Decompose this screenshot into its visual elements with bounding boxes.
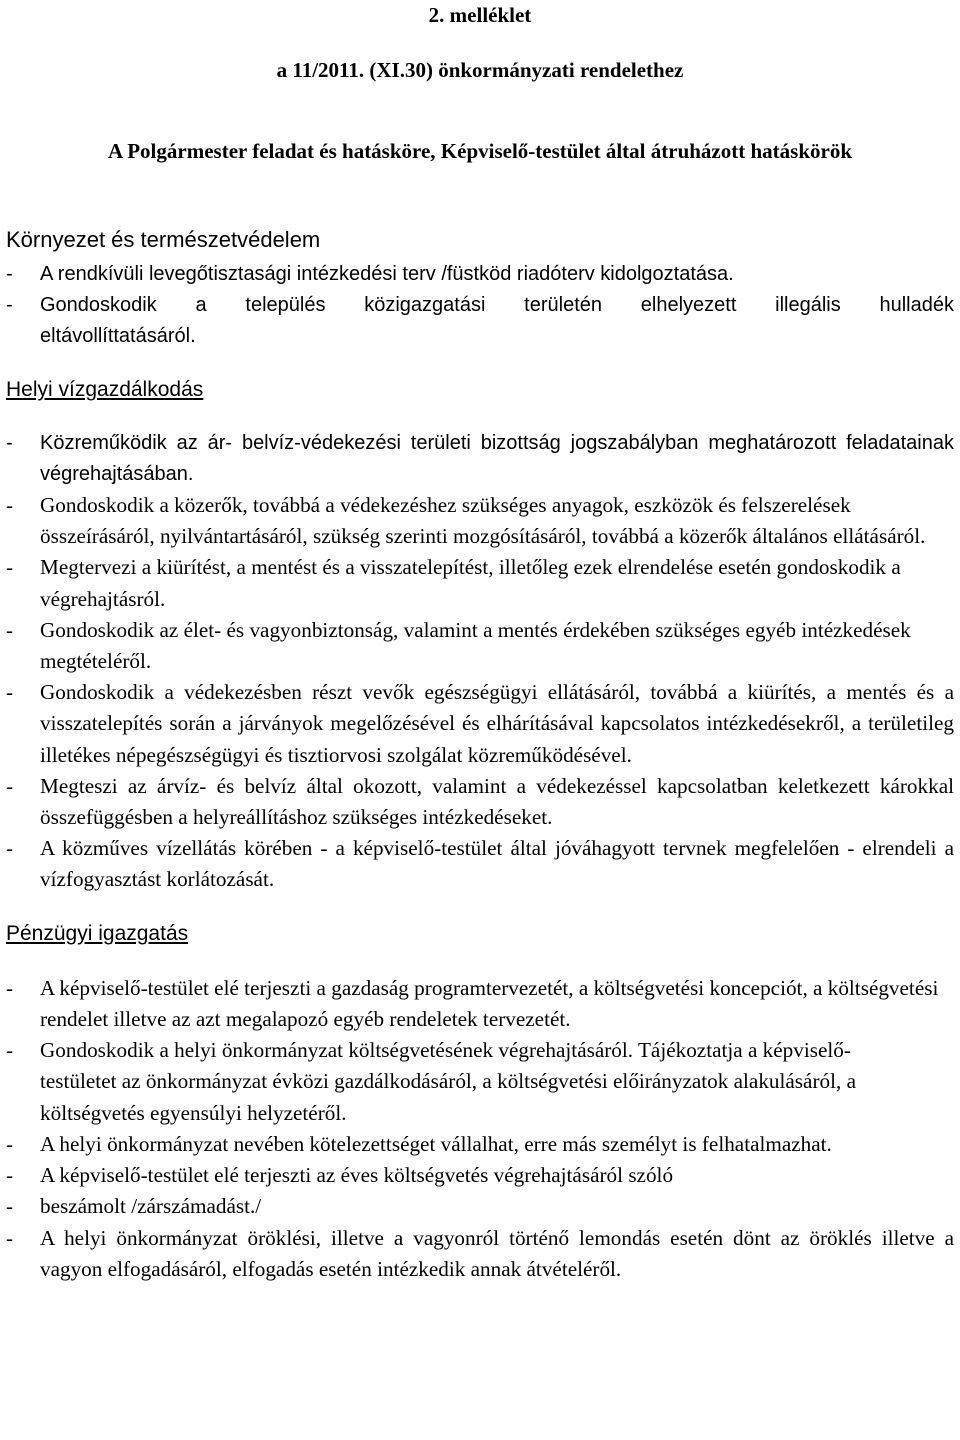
- list-item: [6, 1223, 954, 1285]
- list-item-text: A helyi önkormányzat nevében kötelezettséget vállalhat, erre más személyt is felhatalmazhat.: [40, 1131, 832, 1156]
- document-title: A Polgármester feladat és hatásköre, Képviselő-testület által átruházott hatáskörök: [107, 139, 853, 164]
- list-item: [6, 1191, 954, 1222]
- section-title-water-management: Helyi vízgazdálkodás: [6, 378, 204, 402]
- dash-bullet: -: [6, 836, 14, 861]
- list-item: [6, 1129, 954, 1160]
- list-item-text: A közműves vízellátás körében - a képviselő-testület által jóváhagyott tervnek megfelelően - elrendeli a vízfogyasztást korlátozását.: [40, 836, 954, 892]
- list-item-text: Gondoskodik az élet- és vagyonbiztonság, valamint a mentés érdekében szükséges egyéb intézkedések megtételéről.: [40, 617, 911, 674]
- dash-bullet: -: [6, 1131, 14, 1156]
- list-item-text: Gondoskodik a védekezésben részt vevők egészségügyi ellátásáról, továbbá a kiürítés, a mentés és a visszatelepítés során a járványok megelőzésével és elhárításával kapcsolatos intézkedésekről, a területileg illetékes népegészségügyi és tisztiorvosi szolgálat közreműködésével.: [40, 680, 954, 767]
- dash-bullet: -: [6, 773, 14, 798]
- list-item: [6, 490, 954, 552]
- dash-bullet: -: [6, 975, 14, 1000]
- list-item-text: Megtervezi a kiürítést, a mentést és a visszatelepítést, illetőleg ezek elrendelése esetén gondoskodik a végrehajtásról.: [40, 555, 901, 611]
- list-item-text: A helyi önkormányzat öröklési, illetve a vagyonról történő lemondás esetén dönt az öröklés illetve a vagyon elfogadásáról, elfogadás esetén intézkedik annak átvételéről.: [40, 1225, 954, 1281]
- list-item: [6, 428, 954, 490]
- list-item-text: Gondoskodik a település közigazgatási területén elhelyezett illegális hulladék eltávollíttatásáról.: [40, 294, 954, 348]
- dash-bullet: -: [6, 431, 13, 454]
- dash-bullet: -: [6, 1038, 14, 1063]
- dash-bullet: -: [6, 294, 13, 317]
- finance-list: [6, 973, 954, 1285]
- environment-list: [6, 259, 954, 353]
- water-management-list-cont: [6, 490, 954, 896]
- dash-bullet: -: [6, 680, 14, 705]
- list-item: [6, 259, 954, 290]
- list-item-text: Megteszi az árvíz- és belvíz által okozott, valamint a védekezéssel kapcsolatban keletkezett károkkal összefüggésben a helyreállításhoz szükséges intézkedéseket.: [40, 773, 954, 830]
- list-item: [6, 677, 954, 771]
- list-item: [6, 615, 954, 677]
- regulation-reference: a 11/2011. (XI.30) önkormányzati rendelethez: [276, 58, 684, 83]
- dash-bullet: -: [6, 493, 14, 518]
- list-item-text: Közreműködik az ár- belvíz-védekezési területi bizottság jogszabályban meghatározott feladatainak végrehajtásában.: [40, 431, 954, 485]
- list-item-text: A rendkívüli levegőtisztasági intézkedési terv /füstköd riadóterv kidolgoztatása.: [40, 262, 734, 285]
- annex-number: 2. melléklet: [428, 3, 532, 27]
- list-item-text: Gondoskodik a közerők, továbbá a védekezéshez szükséges anyagok, eszközök és felszerelések összeírásáról, nyilvántartásáról, szükség szerinti mozgósításáról, továbbá a közerők általános ellátásáról.: [40, 493, 926, 549]
- list-item-text: beszámolt /zárszámadást./: [40, 1194, 262, 1219]
- document-page: [6, 0, 954, 1285]
- dash-bullet: -: [6, 1163, 14, 1188]
- section-title-finance: Pénzügyi igazgatás: [6, 921, 189, 945]
- dash-bullet: -: [6, 555, 14, 580]
- dash-bullet: -: [6, 617, 14, 642]
- list-item: [6, 973, 954, 1035]
- list-item: [6, 833, 954, 895]
- section-title-environment: Környezet és természetvédelem: [6, 226, 321, 252]
- list-item: [6, 771, 954, 833]
- dash-bullet: -: [6, 1225, 14, 1250]
- list-item: [6, 290, 954, 352]
- list-item: [6, 1035, 954, 1129]
- dash-bullet: -: [6, 1194, 14, 1219]
- list-item-text: Gondoskodik a helyi önkormányzat költségvetésének végrehajtásáról. Tájékoztatja a képviselő-testületet az önkormányzat évközi gazdálkodásáról, a költségvetési előirányzatok alakulásáról, a költségvetés egyensúlyi helyzetéről.: [40, 1038, 856, 1125]
- list-item: [6, 552, 954, 614]
- list-item-text: A képviselő-testület elé terjeszti az éves költségvetés végrehajtásáról szóló: [40, 1163, 674, 1188]
- water-management-list: [6, 428, 954, 490]
- dash-bullet: -: [6, 262, 13, 285]
- list-item: [6, 1160, 954, 1191]
- list-item-text: A képviselő-testület elé terjeszti a gazdaság programtervezetét, a költségvetési koncepciót, a költségvetési rendelet illetve az azt megalapozó egyéb rendeletek tervezetét.: [40, 975, 939, 1032]
